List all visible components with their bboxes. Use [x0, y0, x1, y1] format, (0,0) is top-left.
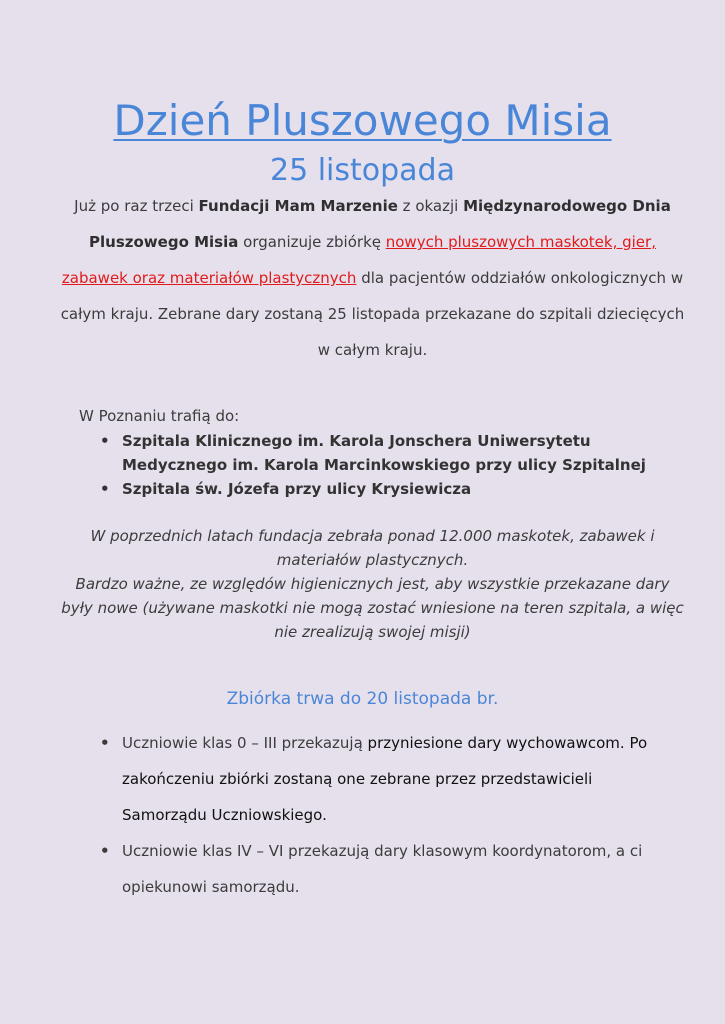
list-item — [100, 477, 660, 501]
page-title: Dzień Pluszowego Misia — [113, 96, 612, 145]
intro-text-4: dla pacjentów oddziałów onkologicznych w całym kraju. Zebrane dary zostaną 25 listopada przekazane do szpitali dziecięcych w całym kraju. — [60, 269, 685, 359]
bullet-icon: • — [100, 842, 110, 860]
note-paragraph-2: Bardzo ważne, ze względów higienicznych jest, aby wszystkie przekazane dary były nowe (używane maskotki nie mogą zostać wniesione na teren szpitala, a więc nie zrealizują swojej misji) — [61, 575, 684, 641]
note-block — [60, 524, 685, 644]
intro-text-3: organizuje zbiórkę — [238, 233, 386, 251]
page-subtitle: 25 listopada — [270, 153, 455, 188]
list-item — [100, 833, 680, 905]
note-paragraph-1: W poprzednich latach fundacja zebrała ponad 12.000 maskotek, zabawek i materiałów plastycznych. — [90, 527, 655, 569]
instruction-1b: przyniesione dary wychowawcom. Po zakończeniu zbiórki zostaną one zebrane przez przedstawicieli Samorządu Uczniowskiego. — [122, 734, 648, 824]
bullet-icon: • — [100, 480, 110, 498]
foundation-name: Fundacji Mam Marzenie — [198, 197, 398, 215]
instruction-2: Uczniowie klas IV – VI przekazują dary klasowym koordynatorom, a ci opiekunowi samorządu. — [122, 842, 643, 896]
hospital-list — [100, 429, 660, 501]
poznan-heading: W Poznaniu trafią do: — [79, 407, 240, 425]
collection-deadline: Zbiórka trwa do 20 listopada br. — [226, 689, 499, 709]
hospital-1: Szpitala Klinicznego im. Karola Jonschera Uniwersytetu Medycznego im. Karola Marcinkowskiego przy ulicy Szpitalnej — [122, 432, 646, 474]
intro-text-2: z okazji — [397, 197, 464, 215]
intro-text-1: Już po raz trzeci — [74, 197, 199, 215]
instructions-list — [100, 725, 680, 905]
event-name: Międzynarodowego Dnia Pluszowego Misia — [89, 197, 671, 251]
bullet-icon: • — [100, 734, 110, 752]
hospital-2: Szpitala św. Józefa przy ulicy Krysiewicza — [122, 480, 472, 498]
collected-items-highlight: nowych pluszowych maskotek, gier, zabawek oraz materiałów plastycznych — [61, 233, 656, 287]
list-item — [100, 725, 680, 833]
bullet-icon: • — [100, 432, 110, 450]
instruction-1a: Uczniowie klas 0 – III przekazują — [122, 734, 368, 752]
intro-paragraph — [60, 188, 685, 368]
list-item — [100, 429, 660, 477]
